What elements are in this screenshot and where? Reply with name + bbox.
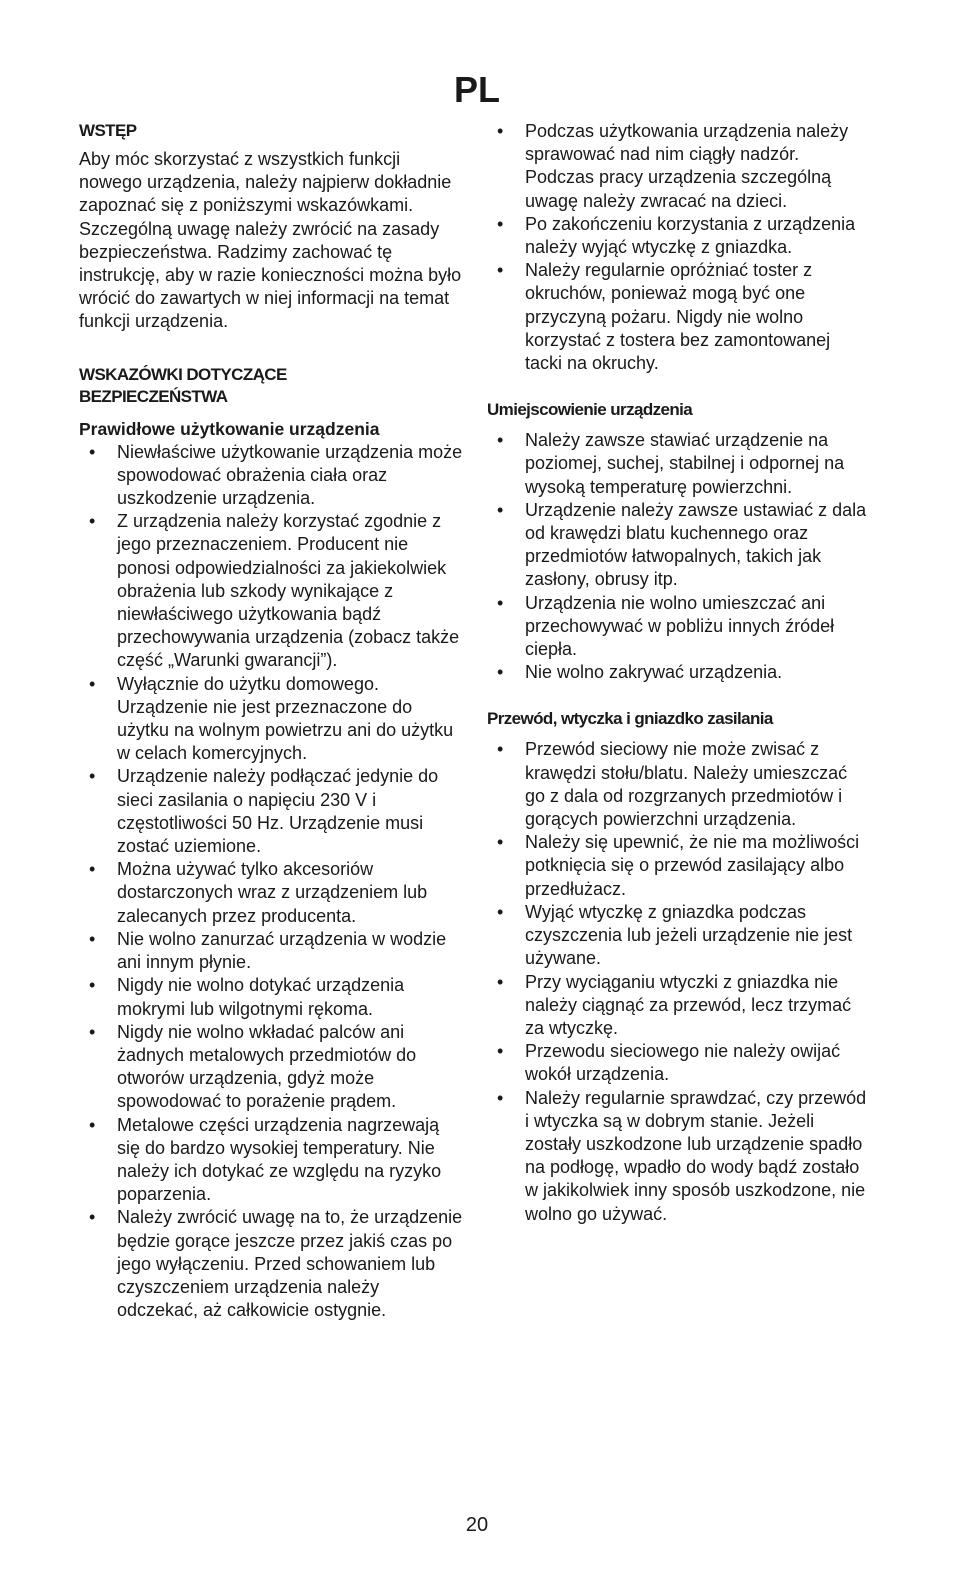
bullet-icon: • xyxy=(497,121,504,141)
bullet-icon: • xyxy=(497,662,504,683)
usage-heading: Prawidłowe użytkowanie urządzenia xyxy=(79,418,380,439)
bullet-icon: • xyxy=(89,766,96,787)
bullet-icon: • xyxy=(497,260,504,281)
bullet-icon: • xyxy=(497,739,504,760)
bullet-icon: • xyxy=(89,1114,96,1135)
bullet-icon: • xyxy=(89,975,96,996)
bullet-icon: • xyxy=(497,901,504,922)
bullet-icon: • xyxy=(89,859,96,880)
bullet-icon: • xyxy=(497,499,504,520)
bullet-icon: • xyxy=(497,1041,504,1062)
list-item-text: Należy się upewnić, że nie ma możliwości potknięcia się o przewód zasilający albo przedłużacz. xyxy=(525,832,860,899)
list-item xyxy=(79,928,464,974)
list-item xyxy=(487,831,872,901)
safety-heading-line-2: BEZPIECZEŃSTWA xyxy=(79,386,228,406)
placement-bullet-list xyxy=(487,429,872,684)
list-item xyxy=(487,971,872,1041)
list-item xyxy=(487,661,872,684)
list-item-text: Po zakończeniu korzystania z urządzenia należy wyjąć wtyczkę z gniazdka. xyxy=(525,213,856,258)
list-item xyxy=(79,510,464,672)
list-item-text: Urządzenie należy zawsze ustawiać z dala od krawędzi blatu kuchennego oraz przedmiotów łatwopalnych, takich jak zasłony, obrusy itp. xyxy=(525,499,867,590)
cord-heading: Przewód, wtyczka i gniazdko zasilania xyxy=(487,709,773,729)
intro-heading: WSTĘP xyxy=(79,121,137,140)
list-item xyxy=(487,120,872,213)
list-item-text: Urządzenia nie wolno umieszczać ani przechowywać w pobliżu innych źródeł ciepła. xyxy=(525,592,835,660)
list-item-text: Przy wyciąganiu wtyczki z gniazdka nie należy ciągnąć za przewód, lecz trzymać za wtyczkę. xyxy=(525,971,852,1038)
bullet-icon: • xyxy=(89,1207,96,1228)
list-item xyxy=(487,259,872,375)
list-item-text: Z urządzenia należy korzystać zgodnie z jego przeznaczeniem. Producent nie ponosi odpowiedzialności za jakiekolwiek obrażenia lub szkody wynikające z niewłaściwego użytkowania bądź przechowywania urządzenia (zobacz także część „Warunki gwarancji”). xyxy=(117,511,460,671)
list-item-text: Przewodu sieciowego nie należy owijać wokół urządzenia. xyxy=(525,1041,841,1085)
list-item-text: Podczas użytkowania urządzenia należy sprawować nad nim ciągły nadzór. Podczas pracy urządzenia szczególną uwagę należy zwracać na dzieci. xyxy=(525,121,849,211)
bullet-icon: • xyxy=(89,511,96,532)
list-item-text: Niewłaściwe użytkowanie urządzenia może spowodować obrażenia ciała oraz uszkodzenie urządzenia. xyxy=(117,441,463,509)
left-column xyxy=(79,120,464,1322)
list-item xyxy=(79,858,464,928)
safety-heading xyxy=(79,364,464,408)
language-code-heading: PL xyxy=(453,69,500,110)
list-item xyxy=(79,974,464,1020)
list-item xyxy=(487,738,872,831)
list-item xyxy=(487,901,872,971)
list-item xyxy=(487,499,872,592)
list-item-text: Wyłącznie do użytku domowego. Urządzenie nie jest przeznaczone do użytku na wolnym powietrzu ani do użytku w celach komercyjnych. xyxy=(117,673,454,764)
list-item-text: Nie wolno zakrywać urządzenia. xyxy=(525,662,783,683)
list-item xyxy=(79,1206,464,1322)
usage-bullet-list-continued xyxy=(487,120,872,375)
list-item xyxy=(487,213,872,259)
bullet-icon: • xyxy=(497,832,504,853)
list-item xyxy=(487,429,872,499)
bullet-icon: • xyxy=(497,592,504,613)
page-number: 20 xyxy=(465,1514,489,1536)
bullet-icon: • xyxy=(497,971,504,992)
list-item-text: Należy zwrócić uwagę na to, że urządzenie będzie gorące jeszcze przez jakiś czas po jego wyłączeniu. Przed schowaniem lub czyszczeniem urządzenia należy odczekać, aż całkowicie ostygnie. xyxy=(117,1207,463,1321)
bullet-icon: • xyxy=(89,928,96,949)
bullet-icon: • xyxy=(89,441,96,462)
bullet-icon: • xyxy=(497,213,504,234)
list-item xyxy=(79,765,464,858)
list-item xyxy=(79,1021,464,1114)
list-item xyxy=(487,1040,872,1086)
list-item-text: Metalowe części urządzenia nagrzewają się do bardzo wysokiej temperatury. Nie należy ich dotykać ze względu na ryzyko poparzenia. xyxy=(117,1114,442,1205)
list-item xyxy=(79,1114,464,1207)
list-item xyxy=(487,592,872,662)
safety-heading-line-1: WSKAZÓWKI DOTYCZĄCE xyxy=(79,364,287,384)
bullet-icon: • xyxy=(497,1087,504,1108)
list-item xyxy=(79,441,464,511)
list-item-text: Przewód sieciowy nie może zwisać z krawędzi stołu/blatu. Należy umieszczać go z dala od rozgrzanych przedmiotów i gorących powierzchni urządzenia. xyxy=(525,739,848,830)
list-item-text: Urządzenie należy podłączać jedynie do sieci zasilania o napięciu 230 V i częstotliwości 50 Hz. Urządzenie musi zostać uziemione. xyxy=(117,766,439,857)
intro-paragraph: Aby móc skorzystać z wszystkich funkcji nowego urządzenia, należy najpierw dokładnie zapoznać się z poniższymi wskazówkami. Szczególną uwagę należy zwrócić na zasady bezpieczeństwa. Radzimy zachować tę instrukcję, aby w razie konieczności można było wrócić do zawartych w niej informacji na temat funkcji urządzenia. xyxy=(79,149,462,332)
list-item-text: Należy regularnie opróżniać toster z okruchów, ponieważ mogą być one przyczyną pożaru. Nigdy nie wolno korzystać z tostera bez zamontowanej tacki na okruchy. xyxy=(525,260,831,374)
list-item xyxy=(487,1087,872,1226)
list-item-text: Można używać tylko akcesoriów dostarczonych wraz z urządzeniem lub zalecanych przez producenta. xyxy=(117,859,428,926)
cord-bullet-list xyxy=(487,738,872,1225)
list-item-text: Wyjąć wtyczkę z gniazdka podczas czyszczenia lub jeżeli urządzenie nie jest używane. xyxy=(525,901,853,969)
list-item-text: Nie wolno zanurzać urządzenia w wodzie ani innym płynie. xyxy=(117,928,447,973)
list-item-text: Należy regularnie sprawdzać, czy przewód i wtyczka są w dobrym stanie. Jeżeli zostały uszkodzone lub urządzenie spadło na podłogę, wpadło do wody bądź zostało w jakikolwiek inny sposób uszkodzone, nie wolno go używać. xyxy=(525,1087,867,1224)
list-item-text: Nigdy nie wolno dotykać urządzenia mokrymi lub wilgotnymi rękoma. xyxy=(117,975,405,1019)
list-item-text: Nigdy nie wolno wkładać palców ani żadnych metalowych przedmiotów do otworów urządzenia, gdyż może spowodować to porażenie prądem. xyxy=(117,1021,417,1112)
placement-heading: Umiejscowienie urządzenia xyxy=(487,400,693,420)
list-item-text: Należy zawsze stawiać urządzenie na poziomej, suchej, stabilnej i odpornej na wysoką temperaturę powierzchni. xyxy=(525,430,845,497)
right-column xyxy=(487,120,872,1226)
bullet-icon: • xyxy=(89,673,96,694)
bullet-icon: • xyxy=(89,1021,96,1042)
usage-bullet-list xyxy=(79,441,464,1323)
bullet-icon: • xyxy=(497,430,504,451)
list-item xyxy=(79,673,464,766)
